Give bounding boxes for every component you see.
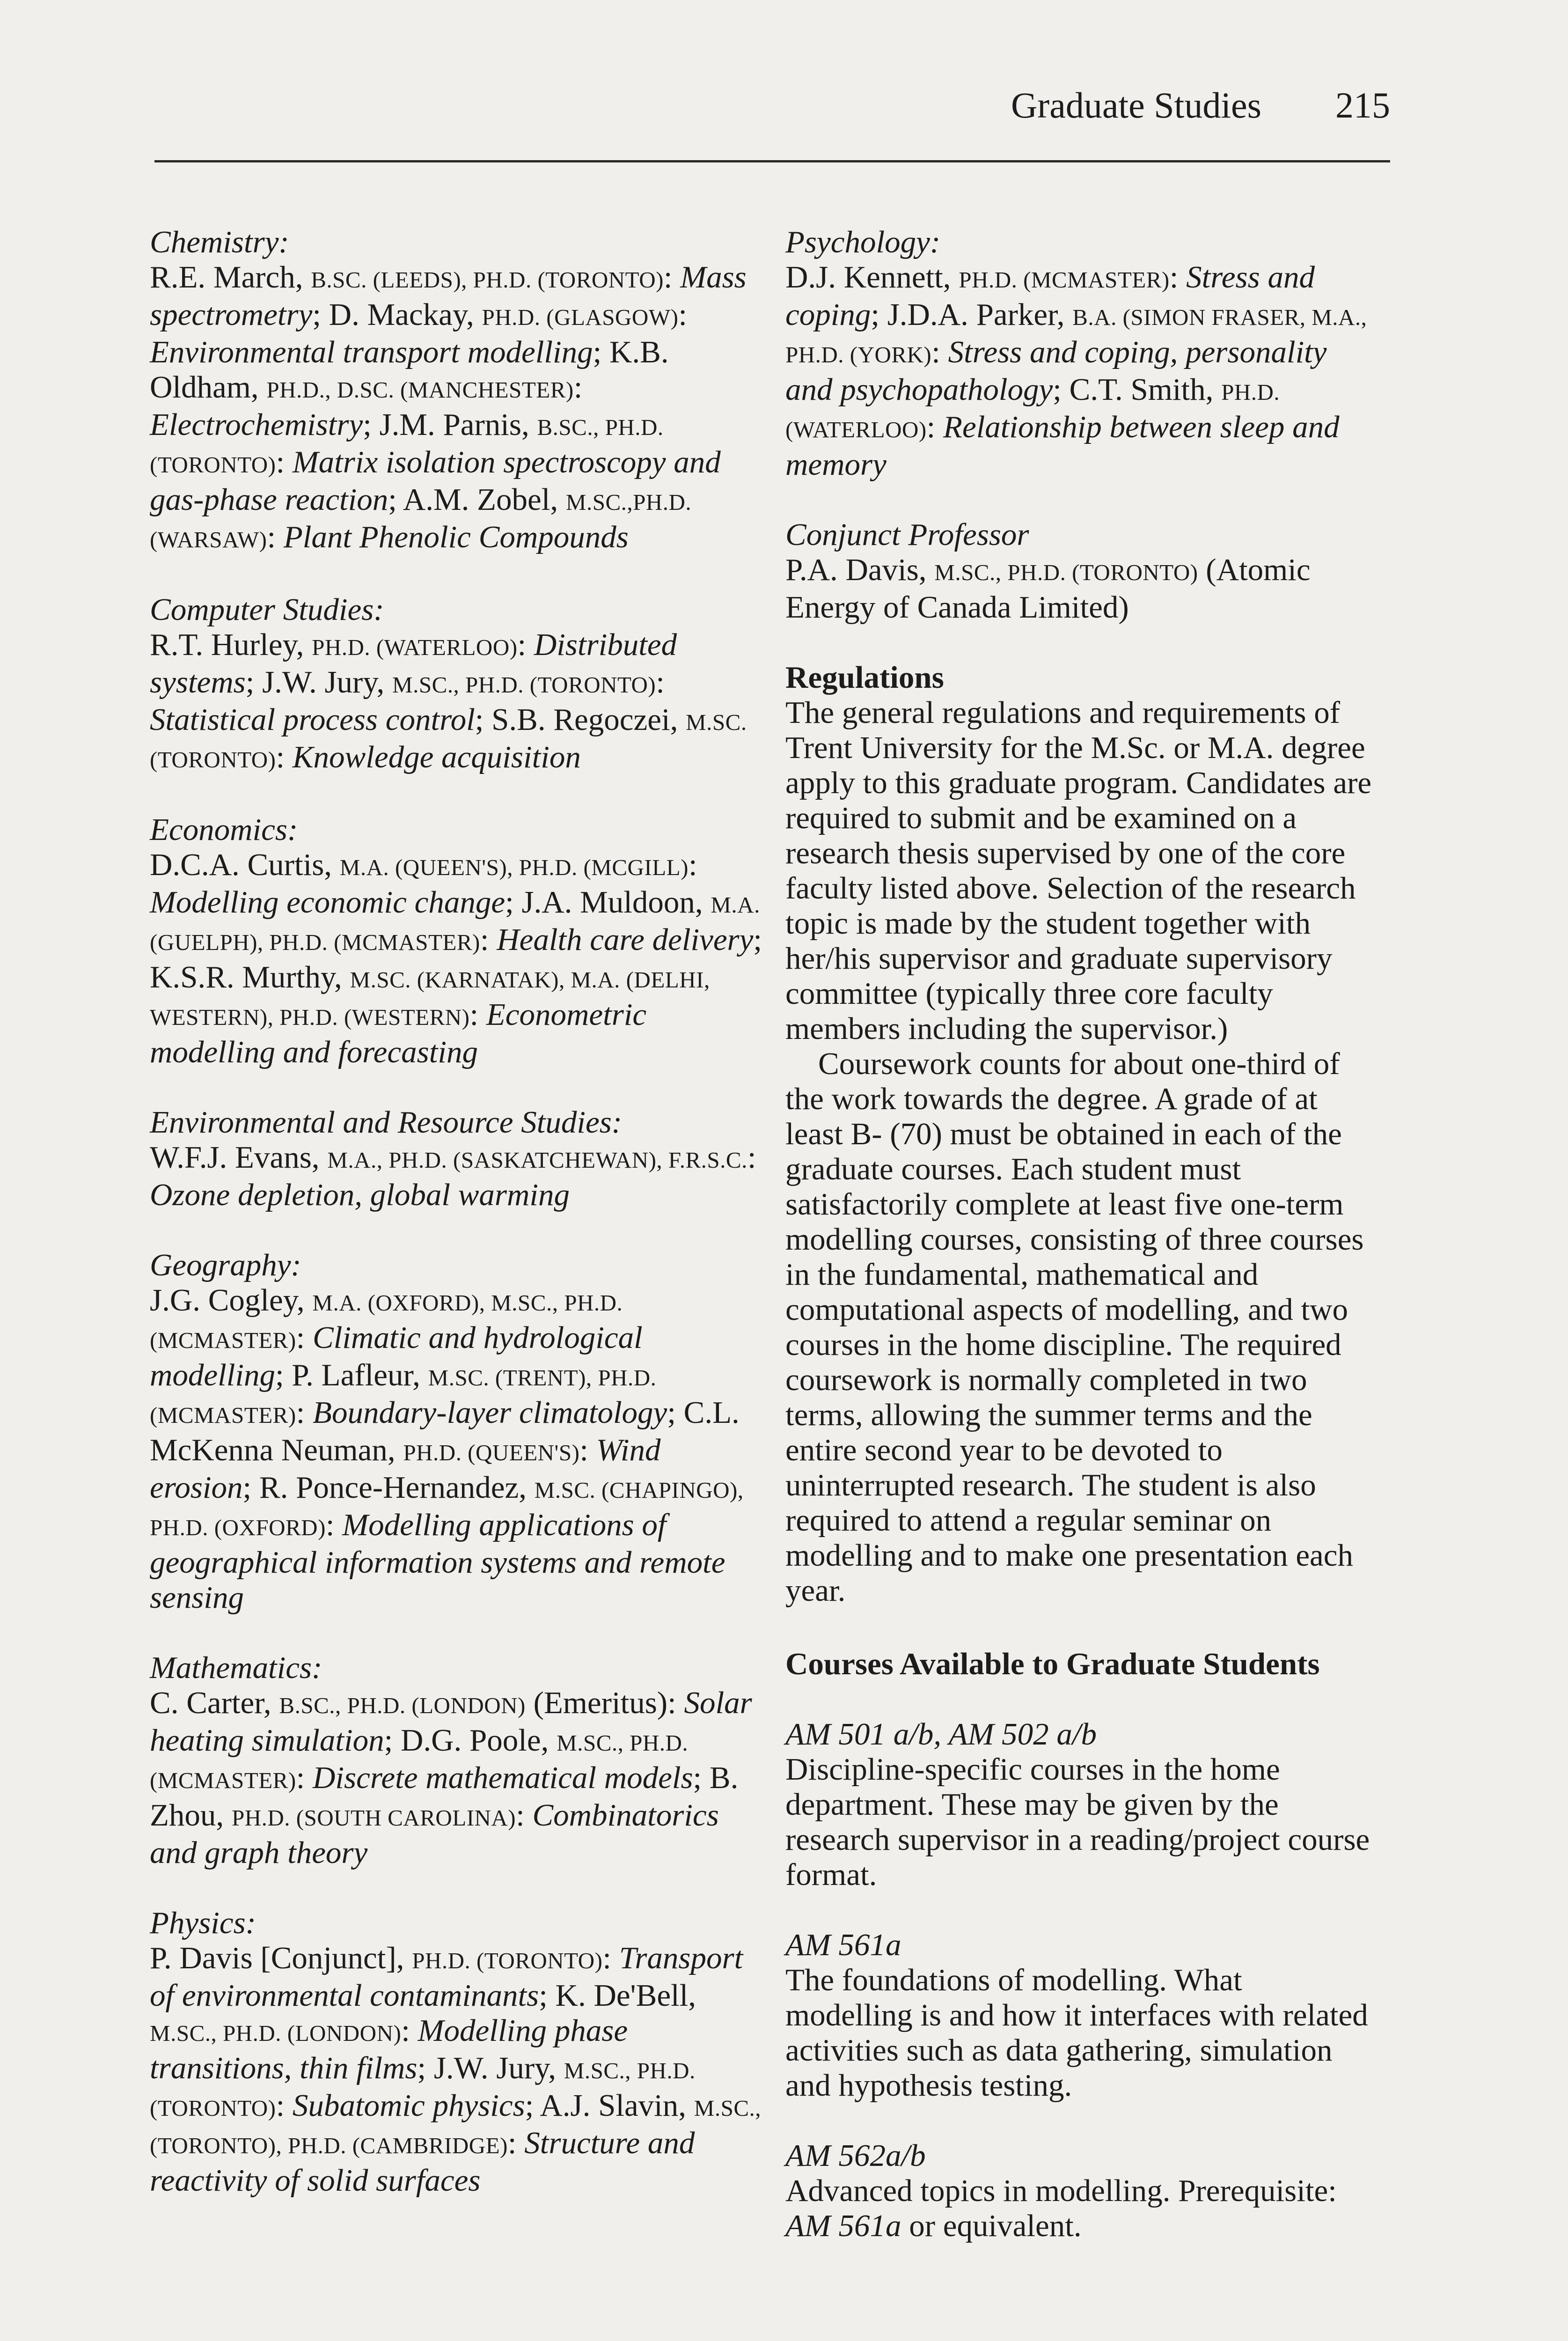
emphasis-text: Combinatorics and graph theory <box>150 1798 719 1870</box>
body-text: : <box>516 1798 533 1833</box>
credentials-text: B.SC., PH.D. (TORONTO) <box>150 414 664 478</box>
body-text: : <box>517 627 534 662</box>
faculty-block-physics <box>150 1906 763 2198</box>
course-item <box>785 2138 1376 2244</box>
department-name: Mathematics: <box>150 1650 322 1685</box>
body-text: The foundations of modelling. What modelling is and how it interfaces with related activities such as data gathering, simulation and hypothesis testing. <box>785 1963 1368 2103</box>
credentials-text: M.SC. (TORONTO) <box>150 709 747 773</box>
emphasis-text: Mass spectrometry <box>150 260 747 332</box>
faculty-entries <box>150 260 747 554</box>
emphasis-text: Relationship between sleep and memory <box>785 410 1340 482</box>
faculty-entries <box>150 1283 744 1615</box>
header-rule <box>154 160 1390 162</box>
course-code: AM 561a <box>785 1928 901 1962</box>
credentials-text: PH.D., D.SC. (MANCHESTER) <box>266 377 574 403</box>
department-name: Computer Studies: <box>150 592 384 627</box>
emphasis-text: AM 561a <box>785 2208 901 2243</box>
faculty-block-economics <box>150 812 763 1070</box>
faculty-block-mathematics <box>150 1650 763 1870</box>
course-description <box>785 1752 1376 1892</box>
body-text: : <box>507 2126 525 2160</box>
faculty-block-geography <box>150 1248 763 1615</box>
emphasis-text: Boundary-layer climatology <box>313 1395 667 1430</box>
emphasis-text: Statistical process control <box>150 702 475 737</box>
faculty-entries <box>150 1941 761 2198</box>
credentials-text: B.SC. (LEEDS), PH.D. (TORONTO) <box>311 267 664 293</box>
department-name: Chemistry: <box>150 225 289 259</box>
credentials-text: M.SC. (KARNATAK), M.A. (DELHI, WESTERN), PH.D. (WESTERN) <box>150 967 710 1030</box>
credentials-text: PH.D. (QUEEN'S) <box>403 1440 580 1465</box>
credentials-text: M.A. (GUELPH), PH.D. (MCMASTER) <box>150 892 760 955</box>
page-number: 215 <box>1335 85 1390 125</box>
running-section-title: Graduate Studies <box>1011 85 1261 125</box>
body-text: ; A.M. Zobel, <box>388 482 566 517</box>
body-text: ; K.S.R. Murthy, <box>150 922 762 994</box>
body-text: ; K.B. Oldham, <box>150 335 669 405</box>
courses-heading: Courses Available to Graduate Students <box>785 1647 1320 1681</box>
emphasis-text: Climatic and hydrological modelling <box>150 1320 643 1392</box>
body-text: Advanced topics in modelling. Prerequisite: <box>785 2173 1337 2208</box>
faculty-block-chemistry <box>150 225 763 557</box>
emphasis-text: Structure and reactivity of solid surfaces <box>150 2126 695 2198</box>
course-code: AM 501 a/b, AM 502 a/b <box>785 1717 1097 1752</box>
body-text: : <box>325 1508 343 1542</box>
emphasis-text: Plant Phenolic Compounds <box>283 520 629 554</box>
emphasis-text: Health care delivery <box>497 922 754 957</box>
credentials-text: M.SC. (TRENT), PH.D. (MCMASTER) <box>150 1365 657 1428</box>
course-item <box>785 1717 1376 1892</box>
emphasis-text: Modelling economic change <box>150 885 506 920</box>
body-text: ; R. Ponce-Hernandez, <box>242 1470 535 1505</box>
body-text: : <box>267 520 284 554</box>
emphasis-text: Modelling applications of geographical information systems and remote sensing <box>150 1508 725 1615</box>
credentials-text: PH.D. (TORONTO) <box>412 1948 603 1973</box>
body-text: (Atomic Energy of Canada Limited) <box>785 552 1311 625</box>
department-name: Physics: <box>150 1906 256 1940</box>
credentials-text: PH.D. (WATERLOO) <box>785 379 1280 442</box>
body-text: : <box>931 335 948 369</box>
body-text: : <box>678 297 688 332</box>
body-text: R.E. March, <box>150 260 311 294</box>
body-text: : <box>296 1395 313 1430</box>
faculty-block-computer-studies <box>150 592 763 777</box>
body-text: : <box>469 997 486 1032</box>
body-text: or equivalent. <box>901 2208 1082 2243</box>
emphasis-text: Solar heating simulation <box>150 1686 752 1758</box>
credentials-text: M.SC., (TORONTO), PH.D. (CAMBRIDGE) <box>150 2095 762 2158</box>
body-text: ; J.M. Parnis, <box>363 407 537 442</box>
body-text: : <box>276 445 293 479</box>
credentials-text: PH.D. (SOUTH CAROLINA) <box>231 1805 516 1831</box>
emphasis-text: Environmental transport modelling <box>150 335 593 369</box>
emphasis-text: Modelling phase transitions, thin films <box>150 2013 628 2085</box>
credentials-text: B.SC., PH.D. (LONDON) <box>279 1693 526 1718</box>
credentials-text: B.A. (SIMON FRASER, M.A., PH.D. (YORK) <box>785 304 1367 368</box>
emphasis-text: Stress and coping, personality and psychopathology <box>785 335 1327 407</box>
body-text: Discipline-specific courses in the home department. These may be given by the research supervisor in a reading/project course format. <box>785 1752 1370 1892</box>
credentials-text: PH.D. (WATERLOO) <box>312 634 518 660</box>
faculty-entries <box>785 260 1367 482</box>
department-name: Psychology: <box>785 225 941 259</box>
emphasis-text: Transport of environmental contaminants <box>150 1941 743 2013</box>
body-text: (Emeritus): <box>525 1686 684 1720</box>
body-text: J.G. Cogley, <box>150 1283 313 1318</box>
emphasis-text: Ozone depletion, global warming <box>150 1178 570 1212</box>
emphasis-text: Econometric modelling and forecasting <box>150 997 647 1069</box>
credentials-text: M.A. (OXFORD), M.SC., PH.D. (MCMASTER) <box>150 1290 623 1353</box>
right-column <box>785 225 1376 2279</box>
credentials-text: M.SC., PH.D. (TORONTO) <box>150 2058 696 2121</box>
left-column <box>150 225 763 2233</box>
regulations-section <box>785 660 1376 1608</box>
page-header <box>154 84 1390 136</box>
faculty-entries <box>150 1686 752 1870</box>
conjunct-professor-block <box>785 517 1376 625</box>
faculty-entries <box>785 552 1311 625</box>
body-text: ; A.J. Slavin, <box>525 2088 694 2123</box>
body-text: ; P. Lafleur, <box>275 1358 428 1392</box>
emphasis-text: Knowledge acquisition <box>292 740 581 774</box>
body-text: ; D.G. Poole, <box>384 1723 557 1758</box>
regulations-heading: Regulations <box>785 660 944 695</box>
body-text: : <box>573 370 583 405</box>
body-text: ; S.B. Regoczei, <box>475 702 686 737</box>
body-text: : <box>296 1320 313 1355</box>
course-description <box>785 1963 1376 2103</box>
regulations-paragraph: Coursework counts for about one-third of the work towards the degree. A grade of at least B- (70) must be obtained in each of the graduate courses. Each student must satisfactorily complete at least five one-term modelling courses, consisting of three courses in the fundamental, mathematical and computational aspects of modelling, and two courses in the home discipline. The required coursework is normally completed in two terms, allowing the summer terms and the entire second year to be devoted to uninterrupted research. The student is also required to attend a regular seminar on modelling and to make one presentation each year. <box>785 1046 1364 1608</box>
credentials-text: M.SC., PH.D. (TORONTO) <box>934 559 1198 585</box>
faculty-entries <box>150 847 762 1069</box>
body-text: ; C.L. McKenna Neuman, <box>150 1395 740 1467</box>
body-text: : <box>276 2088 293 2123</box>
body-text: : <box>926 410 944 444</box>
regulations-paragraph: The general regulations and requirements of Trent University for the M.Sc. or M.A. degree apply to this graduate program. Candidates are required to submit and be examined on a research thesis supervised by one of the core faculty listed above. Selection of the research topic is made by the student together with her/his supervisor and graduate supervisory committee (typically three core faculty members including the supervisor.) <box>785 695 1372 1046</box>
credentials-text: M.SC. (CHAPINGO), PH.D. (OXFORD) <box>150 1477 744 1540</box>
body-text: : <box>688 847 697 882</box>
emphasis-text: Subatomic physics <box>292 2088 525 2123</box>
department-name: Economics: <box>150 812 298 847</box>
course-description <box>785 2173 1376 2244</box>
body-text: ; J.W. Jury, <box>245 665 393 699</box>
body-text: ; K. De'Bell, <box>539 1978 696 2013</box>
department-name: Geography: <box>150 1248 301 1282</box>
department-name: Environmental and Resource Studies: <box>150 1105 623 1140</box>
body-text: : <box>401 2013 418 2048</box>
body-text: : <box>747 1140 756 1175</box>
body-text: : <box>656 665 665 699</box>
credentials-text: M.SC., PH.D. (MCMASTER) <box>150 1730 689 1793</box>
body-text: W.F.J. Evans, <box>150 1140 328 1175</box>
courses-heading-block <box>785 1647 1376 1682</box>
credentials-text: M.A. (QUEEN'S), PH.D. (MCGILL) <box>339 854 689 880</box>
emphasis-text: Stress and coping <box>785 260 1315 332</box>
credentials-text: PH.D. (GLASGOW) <box>482 304 679 330</box>
body-text: : <box>276 740 293 774</box>
body-text: : <box>579 1433 596 1467</box>
body-text: : <box>296 1760 313 1795</box>
body-text: : <box>602 1941 619 1975</box>
body-text: : <box>480 922 497 957</box>
credentials-text: M.SC., PH.D. (TORONTO) <box>392 672 656 698</box>
credentials-text: M.SC., PH.D. (LONDON) <box>150 2020 402 2046</box>
credentials-text: M.SC.,PH.D. (WARSAW) <box>150 489 692 552</box>
body-text: D.J. Kennett, <box>785 260 959 294</box>
credentials-text: PH.D. (MCMASTER) <box>959 267 1170 293</box>
credentials-text: M.A., PH.D. (SASKATCHEWAN), F.R.S.C. <box>327 1147 747 1173</box>
body-text: ; B. Zhou, <box>150 1760 739 1833</box>
body-text: ; C.T. Smith, <box>1053 372 1222 407</box>
emphasis-text: Discrete mathematical models <box>313 1760 693 1795</box>
faculty-block-environmental <box>150 1105 763 1213</box>
emphasis-text: Wind erosion <box>150 1433 661 1505</box>
body-text: P.A. Davis, <box>785 552 935 587</box>
body-text: : <box>1169 260 1187 294</box>
faculty-block-psychology <box>785 225 1376 482</box>
body-text: ; D. Mackay, <box>312 297 482 332</box>
body-text: ; J.A. Muldoon, <box>505 885 711 920</box>
body-text: P. Davis [Conjunct], <box>150 1941 412 1975</box>
body-text: C. Carter, <box>150 1686 279 1720</box>
body-text: ; J.W. Jury, <box>417 2051 564 2085</box>
department-name: Conjunct Professor <box>785 517 1029 552</box>
emphasis-text: Distributed systems <box>150 627 677 699</box>
emphasis-text: Matrix isolation spectroscopy and gas-phase reaction <box>150 445 721 517</box>
emphasis-text: Electrochemistry <box>150 407 363 442</box>
faculty-entries <box>150 627 747 774</box>
faculty-entries <box>150 1140 756 1212</box>
course-item <box>785 1928 1376 2103</box>
body-text: ; J.D.A. Parker, <box>871 297 1073 332</box>
body-text: R.T. Hurley, <box>150 627 312 662</box>
course-code: AM 562a/b <box>785 2138 926 2173</box>
body-text: : <box>663 260 681 294</box>
body-text: D.C.A. Curtis, <box>150 847 340 882</box>
